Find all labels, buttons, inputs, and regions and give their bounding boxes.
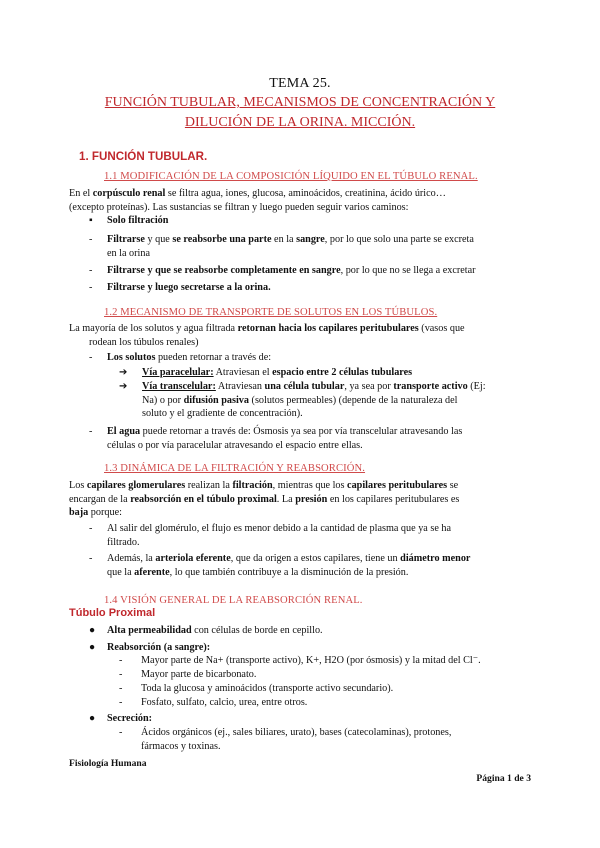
footer-page-number: Página 1 de 3 xyxy=(476,773,531,784)
title-line-2: DILUCIÓN DE LA ORINA. MICCIÓN. xyxy=(184,115,416,130)
s11-paragraph: En el corpúsculo renal se filtra agua, iones, glucosa, aminoácidos, creatinina, ácido úrico… (excepto proteínas). Las sustancias se filtran y luego pueden seguir varios caminos: xyxy=(69,188,446,213)
tema-number: TEMA 25. xyxy=(269,76,331,91)
round-bullet-icon: ● xyxy=(89,713,96,724)
dash-bullet-icon: - xyxy=(89,523,93,534)
square-bullet-icon: ▪ xyxy=(89,215,93,226)
dash-bullet-icon: - xyxy=(119,697,123,708)
tubulo-proximal-heading: Túbulo Proximal xyxy=(69,607,156,619)
dash-bullet-icon: - xyxy=(119,683,123,694)
section-1-1-heading: 1.1 MODIFICACIÓN DE LA COMPOSICIÓN LÍQUIDO EN EL TÚBULO RENAL. xyxy=(104,171,478,182)
dash-bullet-icon: - xyxy=(119,727,123,738)
dash-bullet-icon: - xyxy=(89,265,93,276)
s12-paragraph: La mayoría de los solutos y agua filtrada retornan hacia los capilares peritubulares (vasos que rodean los túbulos renales) xyxy=(69,323,465,348)
document-title xyxy=(0,93,600,133)
arrow-bullet-icon: ➔ xyxy=(119,381,128,392)
s13-paragraph: Los capilares glomerulares realizan la filtración, mientras que los capilares peritubulares se encargan de la reabsorción en el túbulo proximal. La presión en los capilares peritubulares es baja porque: xyxy=(69,480,460,519)
dash-bullet-icon: - xyxy=(119,655,123,666)
dash-bullet-icon: - xyxy=(119,669,123,680)
section-1-2-heading: 1.2 MECANISMO DE TRANSPORTE DE SOLUTOS EN LOS TÚBULOS. xyxy=(104,307,438,318)
title-line-1: FUNCIÓN TUBULAR, MECANISMOS DE CONCENTRACIÓN Y xyxy=(104,95,496,110)
dash-bullet-icon: - xyxy=(89,234,93,245)
dash-bullet-icon: - xyxy=(89,282,93,293)
section-1-4-heading: 1.4 VISIÓN GENERAL DE LA REABSORCIÓN RENAL. xyxy=(104,595,363,606)
dash-bullet-icon: - xyxy=(89,553,93,564)
round-bullet-icon: ● xyxy=(89,625,96,636)
dash-bullet-icon: - xyxy=(89,426,93,437)
section-1-heading: 1. FUNCIÓN TUBULAR. xyxy=(79,150,208,163)
dash-bullet-icon: - xyxy=(89,352,93,363)
arrow-bullet-icon: ➔ xyxy=(119,367,128,378)
document-page: TEMA 25. FUNCIÓN TUBULAR, MECANISMOS DE CONCENTRACIÓN Y DILUCIÓN DE LA ORINA. MICCIÓN. 1. FUNCIÓN TUBULAR. 1.1 MODIFICACIÓN DE LA COMPOSICIÓN LÍQUIDO EN EL TÚBULO RENAL. En el corpúsculo renal se filtra agua, iones, glucosa, aminoácidos, creatinina, ácido úrico… (excepto proteínas). Las sustancias se filtran y luego pueden seguir varios caminos: ▪ Solo filtración - Filtrarse y que se reabsorbe una parte en la sangre, por lo que solo una parte se excreta en la orina - Filtrarse y que se reabsorbe completamente en sangre, por lo que no se llega a excretar - Filtrarse y luego secretarse a la orina. 1.2 MECANISMO DE TRANSPORTE DE SOLUTOS EN LOS TÚBULOS. La mayoría de los solutos y agua filtrada retornan hacia los capilares peritubulares (vasos que rodean los túbulos renales) - Los solutos pueden retornar a través de: ➔ Vía paracelular: Atraviesan el espacio entre 2 células tubulares ➔ Vía transcelular: Atraviesan una célula tubular, ya sea por transporte activo (Ej: Na) o por difusión pasiva (solutos permeables) (depende de la naturaleza del soluto y el gradiente de concentración). - El agua puede retornar a través de: Ósmosis ya sea por vía transcelular atravesando las células o por vía paracelular atravesando el espacio entre ellas. 1.3 DINÁMICA DE LA FILTRACIÓN Y REABSORCIÓN. Los capilares glomerulares realizan la filtración, mientras que los capilares peritubulares se encargan de la reabsorción en el túbulo proximal. La presión en los capilares peritubulares es baja porque: - Al salir del glomérulo, el flujo es menor debido a la cantidad de plasma que ya se ha filtrado. - Además, la arteriola eferente, que da origen a estos capilares, tiene un diámetro menor que la aferente, lo que también contribuye a la disminución de la presión. 1.4 VISIÓN GENERAL DE LA REABSORCIÓN RENAL. Túbulo Proximal ● Alta permeabilidad con células de borde en cepillo. ● Reabsorción (a sangre): - Mayor parte de Na+ (transporte activo), K+, H2O (por ósmosis) y la mitad del Cl⁻. - Mayor parte de bicarbonato. - Toda la glucosa y aminoácidos (transporte activo secundario). - Fosfato, sulfato, calcio, urea, entre otros. ● Secreción: - Ácidos orgánicos (ej., sales biliares, urato), bases (catecolaminas), protones, fármacos y toxinas. Fisiología Humana Página 1 de 3 xyxy=(0,0,600,848)
section-1-3-heading: 1.3 DINÁMICA DE LA FILTRACIÓN Y REABSORCIÓN. xyxy=(104,463,366,474)
round-bullet-icon: ● xyxy=(89,642,96,653)
footer-course: Fisiología Humana xyxy=(69,758,147,769)
